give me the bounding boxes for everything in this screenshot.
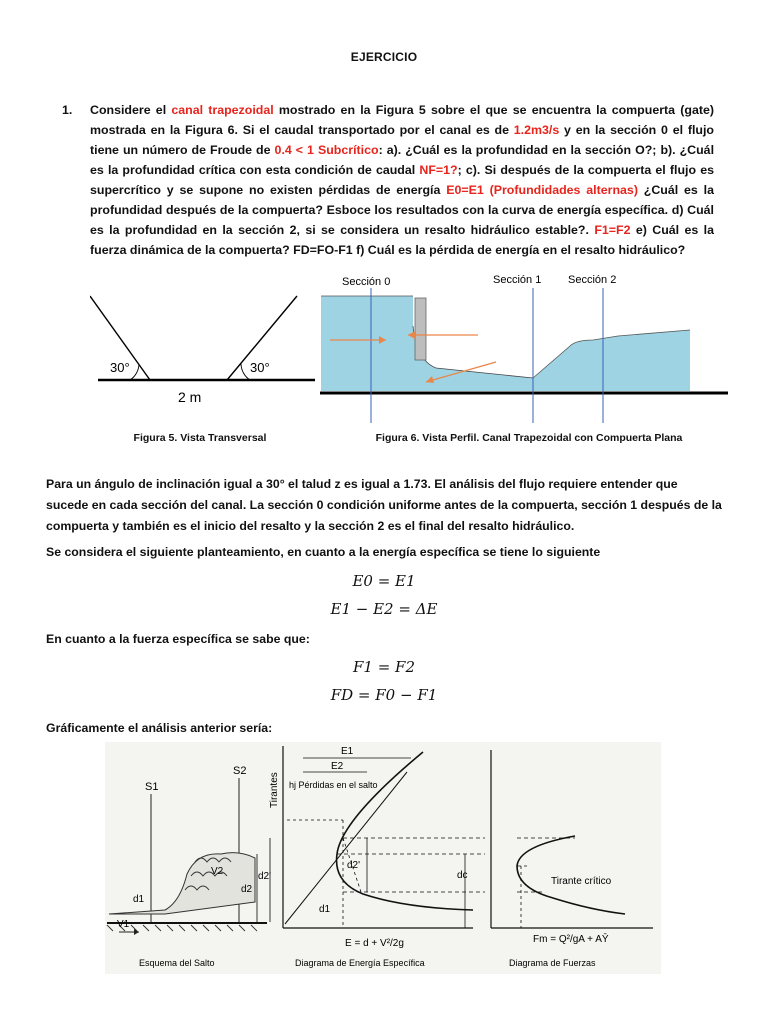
equation-delta-e: E1 − E2 = ΔE [330, 600, 438, 618]
tirante-critico-label: Tirante crítico [551, 876, 612, 887]
sketch-caption: Esquema del Salto [139, 958, 215, 968]
v2-label: V2 [211, 866, 224, 877]
energy-caption: Diagrama de Energía Específica [295, 958, 425, 968]
item-text-segment: mostrado en la Figura 5 sobre el que se encuentra la compuerta (gate) mostrada en la Figura 6. Si el caudal transportado por el canal es de [90, 103, 714, 137]
energy-d2p-label: d2' [347, 860, 361, 871]
s1-label: S1 [145, 781, 159, 793]
d2-label: d2 [241, 884, 253, 895]
s2-label: S2 [233, 765, 247, 777]
item-text-segment: ¿Cuál es la profundidad después de la compuerta? Esboce los resultados con la curva de energía específica. d) Cuál es la profundidad en la sección 2, si se considera un resalto hidráulico estable?. [90, 183, 714, 237]
hj-label: hj Pérdidas en el salto [289, 780, 378, 790]
d1-label: d1 [133, 894, 145, 905]
e2-label: E2 [331, 761, 344, 772]
item-text-segment: : a). ¿Cuál es la profundidad en la sección O?; b). ¿Cuál es la profundidad crítica con esta condición de caudal [90, 143, 715, 177]
equation-fd: FD = F0 − F1 [330, 686, 438, 704]
energy-axis-label: Tirantes [269, 772, 280, 808]
item-text-segment: Considere el [90, 103, 172, 117]
analysis-paragraph: Para un ángulo de inclinación igual a 30° el talud z es igual a 1.73. El análisis del flujo requiere entender que sucede en cada sección del canal. La sección 0 condición uniforme antes de la compuerta, sección 1 después de la compuerta y también es el inicio del resalto y la sección 2 es el final del resalto hidráulico. [46, 477, 722, 533]
force-formula: Fm = Q²/gA + AȲ [533, 934, 609, 945]
energy-formula: E = d + V²/2g [345, 938, 404, 949]
equation-e0-e1: E0 = E1 [352, 572, 416, 590]
d2p-label: d2' [258, 871, 272, 882]
energy-intro-paragraph: Se considera el siguiente planteamiento, en cuanto a la energía específica se tiene lo siguiente [46, 545, 601, 559]
graph-intro-paragraph: Gráficamente el análisis anterior sería: [46, 721, 273, 735]
highlighted-text: E0=E1 (Profundidades alternas) [446, 183, 638, 197]
right-angle-label: 30° [250, 360, 270, 375]
item-text-segment: ; c). Si después de la compuerta el flujo es supercrítico y se supone no existen pérdidas de energía [90, 163, 714, 197]
left-angle-label: 30° [110, 360, 130, 375]
base-width-label: 2 m [178, 389, 202, 405]
highlighted-text: F1=F2 [594, 223, 631, 237]
highlighted-text: NF=1? [419, 163, 458, 177]
figure6-caption: Figura 6. Vista Perfil. Canal Trapezoidal con Compuerta Plana [375, 432, 683, 444]
figure5-caption: Figura 5. Vista Transversal [133, 432, 267, 444]
equation-f1-f2: F1 = F2 [352, 658, 415, 676]
section1-label: Sección 1 [493, 274, 542, 286]
section0-label: Sección 0 [342, 276, 391, 288]
highlighted-text: 1.2m3/s [513, 123, 560, 137]
hydraulic-jump-diagrams [105, 742, 661, 974]
item-number: 1. [62, 103, 73, 117]
item-text [90, 100, 714, 260]
highlighted-text: canal trapezoidal [171, 103, 274, 117]
section2-label: Sección 2 [568, 274, 617, 286]
figure6-profile-view [318, 268, 730, 428]
sluice-gate [415, 298, 426, 360]
force-caption: Diagrama de Fuerzas [509, 958, 596, 968]
item-text-segment: e) Cuál es la fuerza dinámica de la compuerta? FD=FO-F1 f) Cuál es la pérdida de energía en el resalto hidráulico? [90, 223, 714, 257]
item-text-segment: y en la sección 0 el flujo tiene un número de Froude de [90, 123, 714, 157]
highlighted-text: 0.4 < 1 Subcrítico [274, 143, 379, 157]
right-angle-arc [241, 364, 250, 380]
energy-d1-label: d1 [319, 904, 331, 915]
v1-label: V1 [117, 919, 130, 930]
e1-label: E1 [341, 746, 354, 757]
dc-label: dc [457, 870, 468, 881]
force-intro-paragraph: En cuanto a la fuerza específica se sabe que: [46, 632, 310, 646]
figure5-cross-section [90, 290, 320, 415]
exercise-title: EJERCICIO [350, 50, 418, 64]
water-body [321, 296, 690, 391]
exercise-item-1 [62, 100, 714, 260]
left-angle-arc [130, 364, 139, 380]
